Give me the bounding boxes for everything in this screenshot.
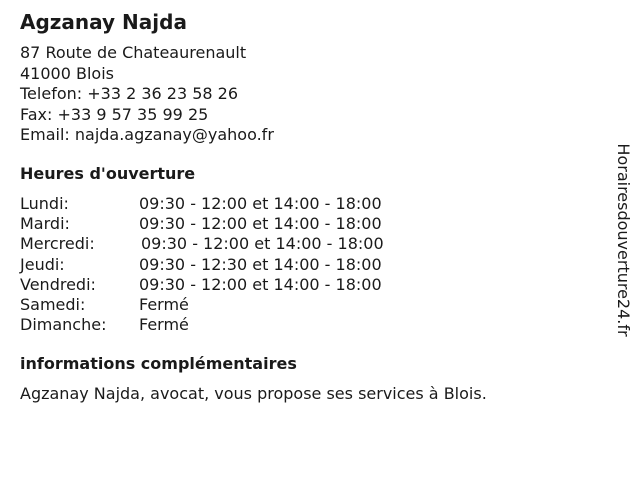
hours-value: Fermé (139, 315, 189, 335)
site-watermark: Horairesdouverture24.fr (614, 143, 633, 337)
hours-value: 09:30 - 12:00 et 14:00 - 18:00 (139, 194, 382, 213)
hours-value: 09:30 - 12:00 et 14:00 - 18:00 (139, 274, 382, 294)
day-label: Jeudi: (20, 254, 65, 274)
day-label: Mardi: (20, 214, 70, 234)
day-label: Mercredi: (20, 234, 95, 254)
opening-hours-heading: Heures d'ouverture (20, 164, 196, 183)
day-label: Samedi: (20, 294, 86, 314)
city-postal: 41000 Blois (20, 63, 114, 83)
contact-block (20, 43, 274, 146)
business-name: Agzanay Najda (20, 10, 187, 34)
hours-value: Fermé (139, 294, 189, 314)
street-address: 87 Route de Chateaurenault (20, 43, 247, 62)
hours-value: 09:30 - 12:00 et 14:00 - 18:00 (141, 234, 384, 254)
business-description: Agzanay Najda, avocat, vous propose ses services à Blois. (20, 384, 487, 403)
email-address: Email: najda.agzanay@yahoo.fr (20, 125, 274, 144)
day-label: Vendredi: (20, 274, 96, 294)
phone-number: Telefon: +33 2 36 23 58 26 (20, 84, 239, 103)
day-label: Dimanche: (20, 315, 107, 335)
day-label: Lundi: (20, 194, 69, 213)
hours-value: 09:30 - 12:30 et 14:00 - 18:00 (139, 254, 382, 274)
hours-value: 09:30 - 12:00 et 14:00 - 18:00 (139, 214, 382, 234)
fax-number: Fax: +33 9 57 35 99 25 (20, 104, 209, 124)
additional-info-heading: informations complémentaires (20, 354, 297, 373)
